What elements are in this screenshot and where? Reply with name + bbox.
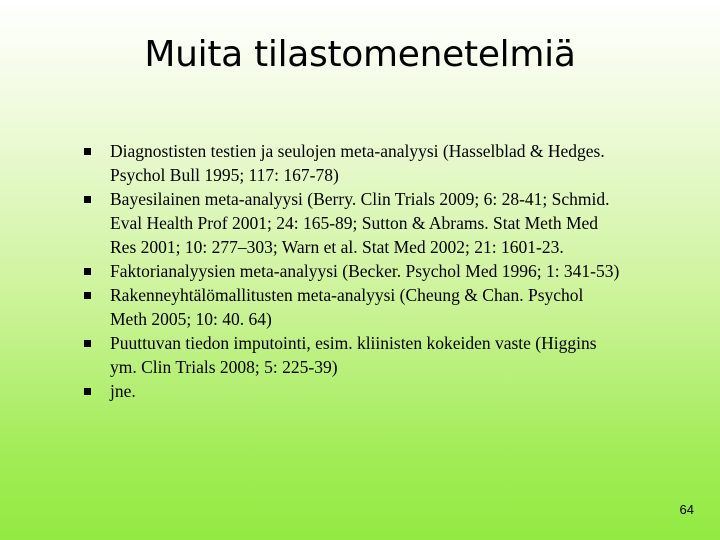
square-bullet-icon [84,148,91,155]
bullet-item [84,283,624,331]
page-number: 64 [679,502,694,517]
bullet-text: Bayesilainen meta-analyysi (Berry. Clin Trials 2009; 6: 28-41; Schmid. Eval Health Prof 2001; 24: 165-89; Sutton & Abrams. Stat Meth Med Res 2001; 10: 277–303; Warn et al. Stat Med 2002; 21: 1601-23. [110,189,610,257]
square-bullet-icon [84,292,91,299]
bullet-item [84,139,624,187]
square-bullet-icon [84,196,91,203]
bullet-text: Rakenneyhtälömallitusten meta-analyysi (Cheung & Chan. Psychol Meth 2005; 10: 40. 64) [110,285,584,329]
square-bullet-icon [84,340,91,347]
bullet-item [84,259,624,283]
bullet-item [84,379,624,403]
bullet-list [84,139,624,403]
bullet-text: Faktorianalyysien meta-analyysi (Becker. Psychol Med 1996; 1: 341-53) [110,261,620,281]
bullet-item [84,331,624,379]
bullet-text: Diagnostisten testien ja seulojen meta-analyysi (Hasselblad & Hedges. Psychol Bull 1995; 117: 167-78) [110,141,605,185]
bullet-text: jne. [110,381,136,401]
square-bullet-icon [84,268,91,275]
bullet-item [84,187,624,259]
slide-title: Muita tilastomenetelmiä [144,34,576,75]
square-bullet-icon [84,388,91,395]
bullet-text: Puuttuvan tiedon imputointi, esim. kliinisten kokeiden vaste (Higgins ym. Clin Trials 2008; 5: 225-39) [110,333,597,377]
